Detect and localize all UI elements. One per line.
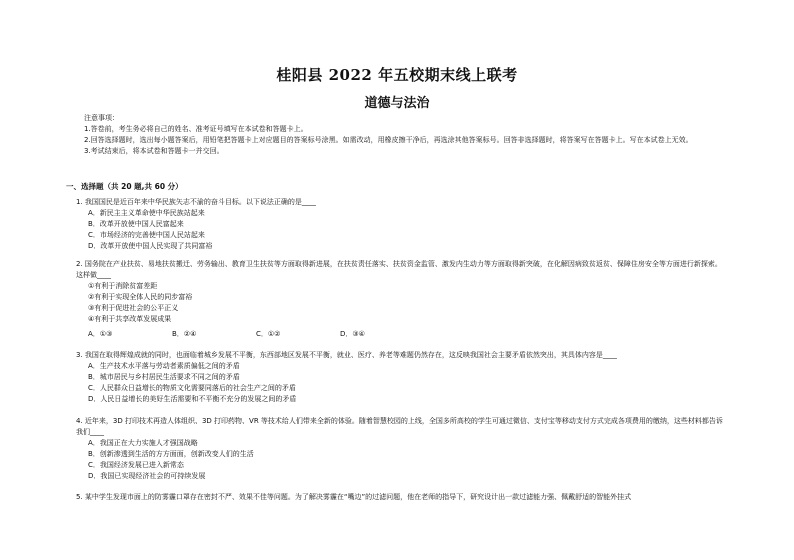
option-b: B．改革开放使中国人民富起来 [88, 220, 184, 228]
option-a: A．我国正在大力实施人才强国战略 [88, 439, 198, 447]
option-a: A．生产技术水平落与劳动者素质偏低之间的矛盾 [88, 362, 240, 370]
section-title: 一、选择题（共 20 题,共 60 分） [66, 182, 183, 191]
statement-1: ①有利于消除贫富差距 [88, 282, 158, 290]
option-d: D．改革开放使中国人民实现了共同富裕 [88, 242, 213, 250]
option-row [76, 329, 726, 340]
option-d: D．我国已实现经济社会的可持续发展 [88, 472, 206, 480]
question-3 [76, 350, 726, 405]
question-2 [76, 259, 726, 340]
question-1 [76, 197, 726, 252]
instruction-item: 3.考试结束后，将本试卷和答题卡一并交回。 [84, 147, 224, 155]
question-stem: 3. 我国在取得辉煌成就的同时，也面临着城乡发展不平衡，东西部地区发展不平衡，就业、医疗、养老等难题仍然存在，这反映我国社会主要矛盾依然突出，其具体内容是____ [76, 351, 617, 359]
question-stem: 5. 某中学生发现市面上的防雾霾口罩存在密封不严、效果不佳等问题。为了解决雾霾在“嘴边”的过滤问题，他在老师的指导下，研究设计出一款过滤能力强、佩戴舒适的智能外挂式 [76, 493, 632, 501]
option-a: A．新民主主义革命使中华民族站起来 [88, 209, 205, 217]
option-b: B．城市居民与乡村居民生活要求不同之间的矛盾 [88, 373, 240, 381]
statement-3: ③有利于促进社会的公平正义 [88, 304, 179, 312]
exam-title: 桂阳县 2022 年五校期末线上联考 [276, 66, 518, 84]
option-d: D．人民日益增长的美好生活需要和不平衡不充分的发展之间的矛盾 [88, 395, 297, 403]
option-c: C．市场经济的完善使中国人民站起来 [88, 231, 205, 239]
instruction-item: 2.回答选择题时，选出每小题答案后，用铅笔把答题卡上对应题目的答案标号涂黑。如需改动，用橡皮擦干净后，再选涂其他答案标号。回答非选择题时，将答案写在答题卡上。写在本试卷上无效。 [84, 136, 693, 144]
option-c: C．人民群众日益增长的物质文化需要同落后的社会生产之间的矛盾 [88, 384, 296, 392]
instructions [84, 113, 724, 157]
question-stem: 2. 国务院在产业扶贫、易地扶贫搬迁、劳务输出、教育卫生扶贫等方面取得新进展，在扶贫责任落实、扶贫资金监管、激发内生动力等方面取得新突破，在化解因病致贫返贫、保障住房安全等方面进行新探索。这样做____ [76, 260, 722, 279]
option-c: C．我国经济发展已进入新常态 [88, 461, 184, 469]
question-5 [76, 492, 726, 503]
option-c: C．①② [256, 330, 281, 338]
option-b: B．②④ [172, 330, 197, 338]
statement-4: ④有利于共享改革发展成果 [88, 315, 172, 323]
option-d: D．③④ [340, 330, 365, 338]
question-stem: 4. 近年来，3D 打印技术再造人体组织、3D 打印药物、VR 等技术给人们带来全新的体验。随着智慧校园的上线，全国多所高校的学生可通过微信、支付宝等移动支付方式完成各项费用的缴纳，这些材料都告诉我们____ [76, 417, 723, 436]
question-4 [76, 416, 726, 482]
statement-2: ②有利于实现全体人民的同步富裕 [88, 293, 193, 301]
option-a: A．①③ [88, 330, 113, 338]
option-b: B．创新渗透到生活的方方面面，创新改变人们的生活 [88, 450, 254, 458]
instruction-item: 1.答卷前，考生务必将自己的姓名、准考证号填写在本试卷和答题卡上。 [84, 125, 308, 133]
instructions-header: 注意事项： [84, 114, 119, 122]
question-stem: 1. 我国国民是近百年来中华民族矢志不渝的奋斗目标。以下说法正确的是____ [76, 198, 316, 206]
exam-subject: 道德与法治 [364, 96, 430, 111]
